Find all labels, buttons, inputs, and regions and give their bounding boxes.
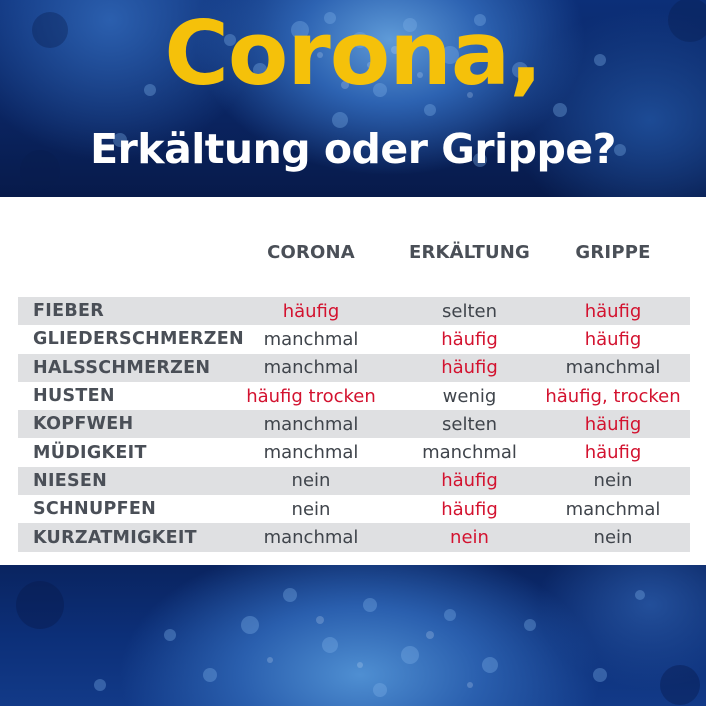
symptom-label: MÜDIGKEIT <box>33 442 147 463</box>
grippe-value: nein <box>593 470 633 492</box>
erkaeltung-value: wenig <box>442 385 497 407</box>
erkaeltung-value: selten <box>442 300 497 322</box>
grippe-value: häufig <box>584 413 642 435</box>
corona-value: nein <box>291 498 331 520</box>
corona-value: manchmal <box>263 527 359 549</box>
grippe-value: häufig <box>584 442 642 464</box>
grippe-value: manchmal <box>565 498 661 520</box>
symptom-label: FIEBER <box>33 301 104 322</box>
corona-value: manchmal <box>263 442 359 464</box>
erkaeltung-value: häufig <box>441 328 498 350</box>
symptom-label: GLIEDERSCHMERZEN <box>33 329 244 350</box>
grippe-value: häufig, trocken <box>545 385 681 407</box>
table-row <box>18 410 690 438</box>
grippe-value: häufig <box>584 300 642 322</box>
grippe-value: manchmal <box>565 357 661 379</box>
table-row <box>18 495 690 523</box>
erkaeltung-value: häufig <box>441 357 498 379</box>
corona-value: häufig <box>282 300 340 322</box>
table-body <box>18 297 690 552</box>
symptom-label: KOPFWEH <box>33 414 134 435</box>
table-row <box>18 382 690 410</box>
column-header-corona: CORONA <box>267 242 355 263</box>
erkaeltung-value: nein <box>450 527 489 549</box>
corona-value: manchmal <box>263 413 359 435</box>
column-header-grippe: GRIPPE <box>575 242 651 263</box>
corona-value: manchmal <box>263 357 359 379</box>
comparison-table <box>0 197 706 565</box>
page-subtitle: Erkältung oder Grippe? <box>90 125 616 173</box>
symptom-label: SCHNUPFEN <box>33 499 157 520</box>
table-row <box>18 523 690 551</box>
grippe-value: nein <box>593 527 633 549</box>
column-header-erkaeltung: ERKÄLTUNG <box>408 242 531 263</box>
corona-value: häufig trocken <box>246 385 376 407</box>
symptom-label: NIESEN <box>33 470 108 491</box>
symptom-label: HUSTEN <box>33 386 115 407</box>
erkaeltung-value: häufig <box>441 470 498 492</box>
virus-texture-bottom <box>0 565 706 706</box>
erkaeltung-value: manchmal <box>422 442 517 464</box>
corona-value: nein <box>291 470 331 492</box>
grippe-value: häufig <box>584 328 642 350</box>
erkaeltung-value: häufig <box>441 498 498 520</box>
symptom-label: HALSSCHMERZEN <box>33 357 211 378</box>
hero-banner-bottom <box>0 565 706 706</box>
corona-value: manchmal <box>263 328 359 350</box>
erkaeltung-value: selten <box>442 413 497 435</box>
table-row <box>18 297 690 325</box>
table-row <box>18 467 690 495</box>
table-row <box>18 354 690 382</box>
page-title: Corona, <box>164 2 542 105</box>
hero-banner-top <box>0 0 706 197</box>
table-row <box>18 438 690 466</box>
table-row <box>18 325 690 353</box>
symptom-label: KURZATMIGKEIT <box>33 527 197 548</box>
